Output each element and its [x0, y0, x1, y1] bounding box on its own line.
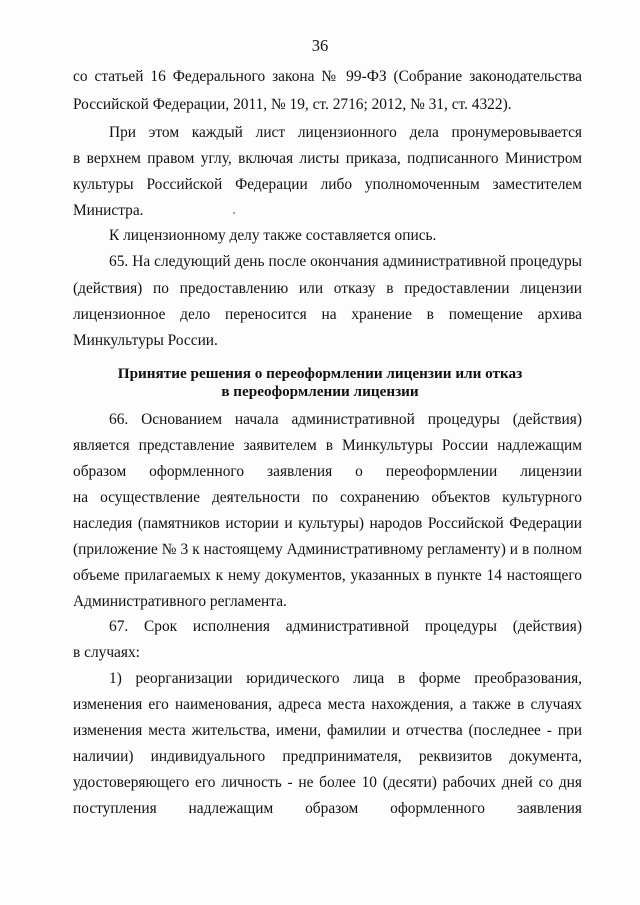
paragraph-line: в случаях: — [73, 644, 140, 661]
paragraph-line: (приложение № 3 к настоящему Административному регламенту) и в полном — [73, 541, 582, 558]
paragraph-line: образом оформленного заявления о переоформлении лицензии — [73, 463, 582, 480]
page-number: 36 — [311, 36, 329, 55]
paragraph-line: Министра. — [73, 202, 144, 219]
paragraph-line: 1) реорганизации юридического лица в форме преобразования, — [109, 670, 582, 687]
paragraph-line: изменения его наименования, адреса места нахождения, а также в случаях — [73, 696, 582, 713]
paragraph-line: в верхнем правом углу, включая листы приказа, подписанного Министром — [73, 150, 582, 167]
paragraph-line: на осуществление деятельности по сохранению объектов культурного — [73, 489, 582, 506]
section-heading-line: Принятие решения о переоформлении лицензии или отказ — [117, 365, 523, 382]
paragraph-line: (действия) по предоставлению или отказу в предоставлении лицензии — [73, 280, 582, 297]
paragraph-line: Российской Федерации, 2011, № 19, ст. 2716; 2012, № 31, ст. 4322). — [73, 96, 512, 113]
paragraph-line: изменения места жительства, имени, фамилии и отчества (последнее - при — [73, 722, 582, 739]
paragraph-line: 67. Срок исполнения административной процедуры (действия) — [109, 618, 582, 635]
paragraph-line: наследия (памятников истории и культуры) народов Российской Федерации — [73, 515, 582, 532]
paragraph-line: При этом каждый лист лицензионного дела пронумеровывается — [109, 124, 582, 141]
paragraph-line: наличии) индивидуального предпринимателя, реквизитов документа, — [73, 748, 582, 765]
paragraph-line: Административного регламента. — [73, 593, 287, 610]
paragraph-line: К лицензионному делу также составляется опись. — [109, 227, 437, 244]
paragraph-line: 65. На следующий день после окончания административной процедуры — [109, 253, 582, 270]
paragraph-line: является представление заявителем в Минкультуры России надлежащим — [73, 437, 582, 454]
paragraph-line: 66. Основанием начала административной процедуры (действия) — [109, 411, 582, 428]
paragraph-line: культуры Российской Федерации либо уполномоченным заместителем — [73, 176, 582, 193]
paragraph-line: удостоверяющего его личность - не более 10 (десяти) рабочих дней со дня — [73, 774, 582, 791]
paragraph-line: объеме прилагаемых к нему документов, указанных в пункте 14 настоящего — [73, 567, 582, 584]
paragraph-line: со статьей 16 Федерального закона № 99-ФЗ (Собрание законодательства — [73, 68, 582, 85]
paragraph-line: Минкультуры России. — [73, 332, 218, 349]
scan-speck — [233, 212, 235, 214]
section-heading-line: в переоформлении лицензии — [221, 383, 419, 400]
paragraph-line: лицензионное дело переносится на хранение в помещение архива — [73, 306, 582, 323]
paragraph-line: поступления надлежащим образом оформленного заявления — [73, 800, 582, 817]
